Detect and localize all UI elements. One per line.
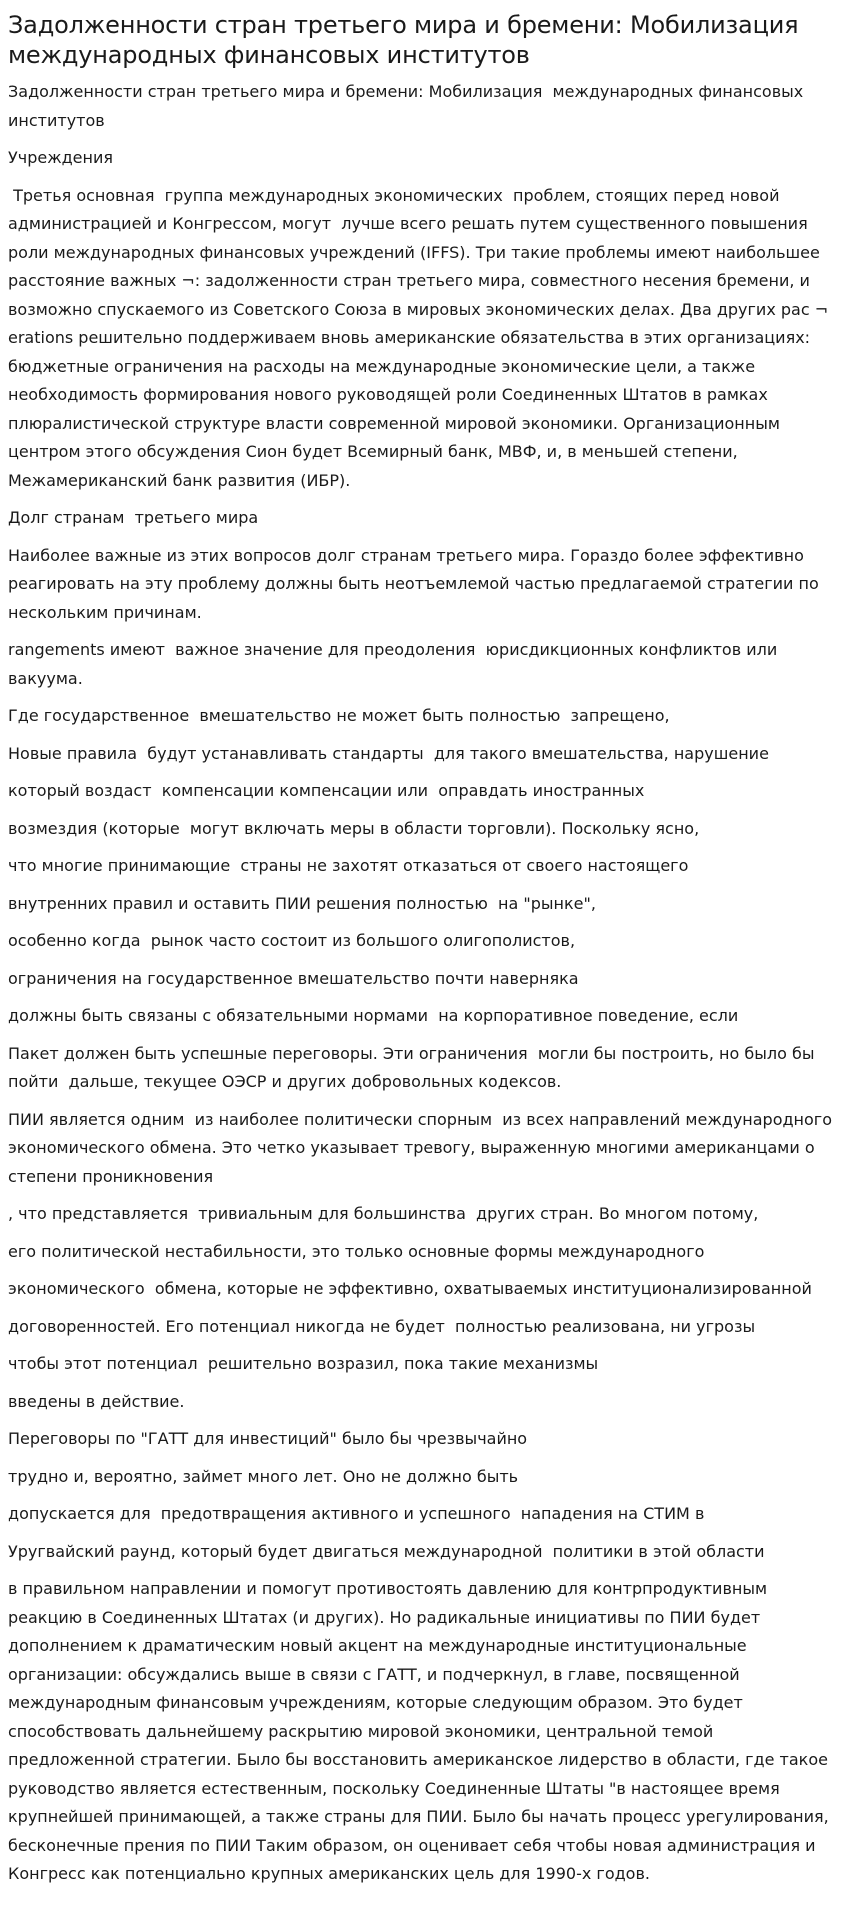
- paragraph: , что представляется тривиальным для большинства других стран. Во многом потому,: [8, 1204, 759, 1223]
- paragraph-intro: Третья основная группа международных экономических проблем, стоящих перед новой администрацией и Конгрессом, могут лучше всего решать путем существенного повышения роли международных финансовых учреждений (IFFS). Три такие проблемы имеют наибольшее расстояние важных ¬: задолженности стран третьего мира, совместного несения бремени, и возможно спускаемого из Советского Союза в мировых экономических делах. Два других рас ¬ erations решительно поддерживаем вновь американские обязательства в этих организациях: бюджетные ограничения на расходы на международные экономические цели, а также необходимость формирования нового руководящей роли Соединенных Штатов в рамках плюралистической структуре власти современной мировой экономики. Организационным центром этого обсуждения Сион будет Всемирный банк, МВФ, и, в меньшей степени, Межамериканский банк развития (ИБР).: [8, 185, 834, 490]
- paragraph-debt-heading: Долг странам третьего мира: [8, 508, 259, 527]
- paragraph: экономического обмена, которые не эффективно, охватываемых институционализированной: [8, 1279, 812, 1298]
- paragraph: допускается для предотвращения активного и успешного нападения на СТИМ в: [8, 1504, 705, 1523]
- paragraph: должны быть связаны с обязательными нормами на корпоративное поведение, если: [8, 1006, 739, 1025]
- paragraph: введены в действие.: [8, 1391, 185, 1411]
- paragraph: возмездия (которые могут включать меры в области торговли). Поскольку ясно,: [8, 818, 700, 838]
- paragraph: трудно и, вероятно, займет много лет. Оно не должно быть: [8, 1466, 519, 1486]
- paragraph-closing: в правильном направлении и помогут противостоять давлению для контрпродуктивным реакцию в Соединенных Штатах (и других). Но радикальные инициативы по ПИИ будет дополнением к драматическим новый акцент на международные институциональные организации: обсуждались выше в связи с ГАТТ, и подчеркнул, в главе, посвященной международным финансовым учреждениям, которые следующим образом. Это будет способствовать дальнейшему раскрытию мировой экономики, центральной темой предложенной стратегии. Было бы восстановить американское лидерство в области, где такое руководство является естественным, поскольку Соединенные Штаты "в настоящее время крупнейшей принимающей, а также страны для ПИИ. Было бы начать процесс урегулирования, бесконечные прения по ПИИ Таким образом, он оценивает себя чтобы новая администрация и Конгресс как потенциально крупных американских цель для 1990-х годов.: [8, 1579, 834, 1883]
- paragraph: ограничения на государственное вмешательство почти наверняка: [8, 968, 579, 988]
- paragraph: что многие принимающие страны не захотят отказаться от своего настоящего: [8, 856, 689, 875]
- paragraph: Переговоры по "ГАТТ для инвестиций" было бы чрезвычайно: [8, 1429, 528, 1448]
- paragraph: чтобы этот потенциал решительно возразил, пока такие механизмы: [8, 1354, 599, 1373]
- document-title: Задолженности стран третьего мира и бремени: Мобилизация международных финансовых институтов: [8, 11, 799, 69]
- paragraph: договоренностей. Его потенциал никогда не будет полностью реализована, ни угрозы: [8, 1316, 756, 1336]
- paragraph: его политической нестабильности, это только основные формы международного: [8, 1241, 705, 1261]
- paragraph: rangements имеют важное значение для преодоления юрисдикционных конфликтов или вакуума.: [8, 640, 783, 688]
- paragraph: Где государственное вмешательство не может быть полностью запрещено,: [8, 706, 670, 725]
- paragraph: ПИИ является одним из наиболее политически спорным из всех направлений международного экономического обмена. Это четко указывает тревогу, выраженную многими американцами о степени проникновения: [8, 1109, 838, 1186]
- paragraph-subtitle: Задолженности стран третьего мира и бремени: Мобилизация международных финансовых институтов: [8, 82, 809, 130]
- paragraph: особенно когда рынок часто состоит из большого олигополистов,: [8, 931, 576, 950]
- paragraph: внутренних правил и оставить ПИИ решения полностью на "рынке",: [8, 893, 596, 913]
- paragraph: который воздаст компенсации компенсации или оправдать иностранных: [8, 781, 645, 800]
- paragraph-institutions-heading: Учреждения: [8, 148, 114, 167]
- paragraph: Новые правила будут устанавливать стандарты для такого вмешательства, нарушение: [8, 743, 769, 763]
- paragraph: Пакет должен быть успешные переговоры. Эти ограничения могли бы построить, но было бы пойти дальше, текущее ОЭСР и других добровольных кодексов.: [8, 1043, 820, 1091]
- document-body: [8, 78, 838, 1889]
- paragraph: Уругвайский раунд, который будет двигаться международной политики в этой области: [8, 1541, 765, 1561]
- paragraph-debt-intro: Наиболее важные из этих вопросов долг странам третьего мира. Гораздо более эффективно реагировать на эту проблему должны быть неотъемлемой частью предлагаемой стратегии по нескольким причинам.: [8, 545, 824, 622]
